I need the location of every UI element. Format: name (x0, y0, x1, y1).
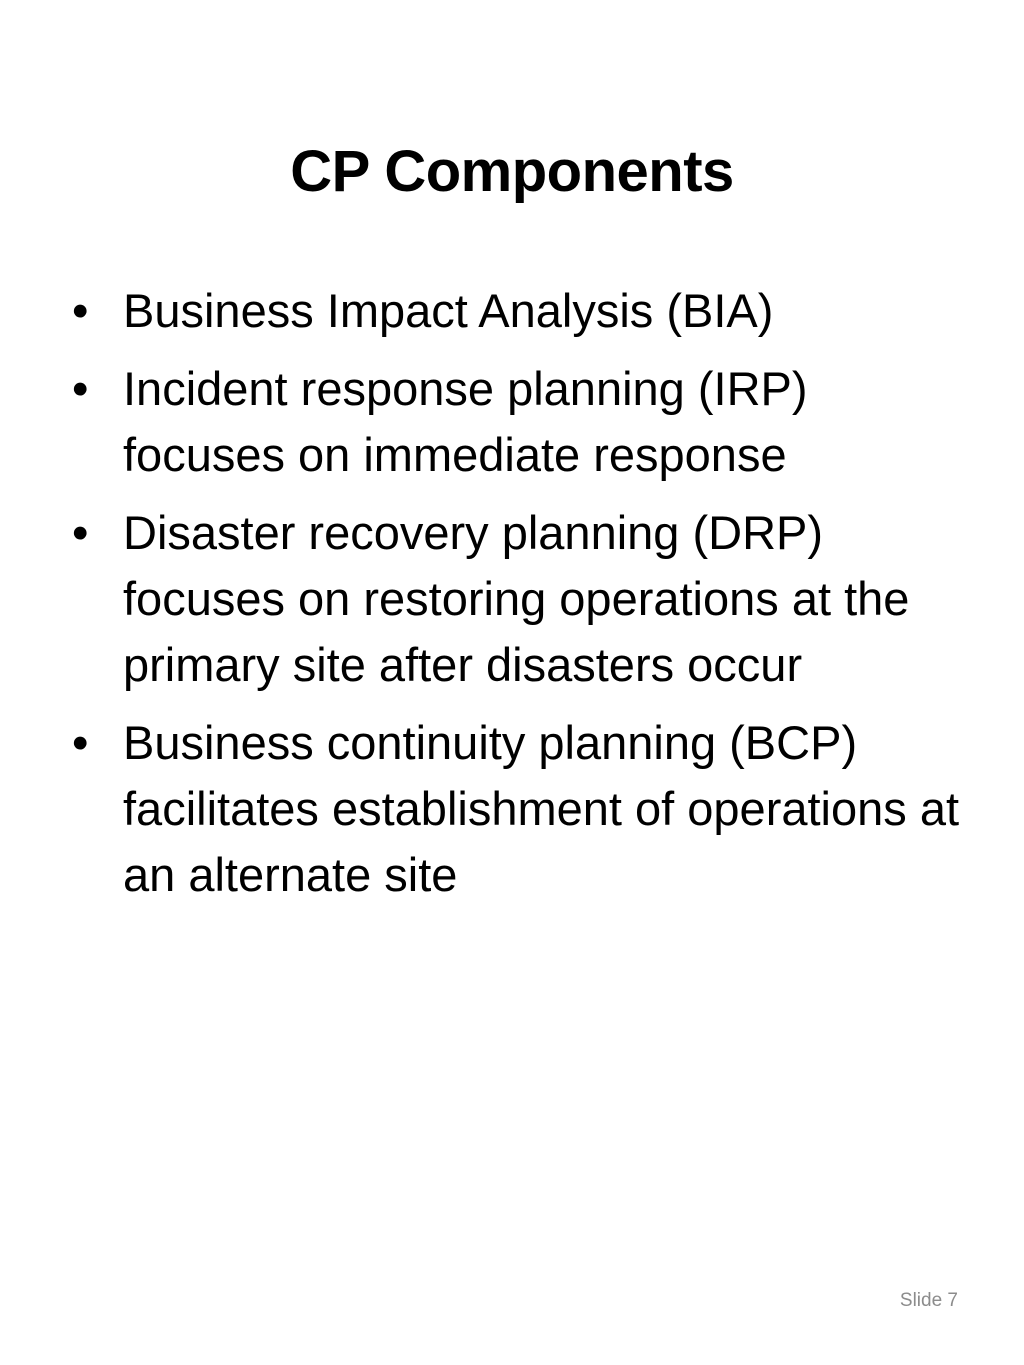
bullet-list (70, 278, 980, 920)
slide-title: CP Components (290, 139, 734, 204)
bullet-item (70, 500, 980, 698)
bullet-item (70, 356, 980, 488)
slide-number: Slide 7 (899, 1290, 958, 1311)
bullet-dot-icon: • (72, 362, 89, 415)
bullet-item (70, 278, 980, 344)
bullet-dot-icon: • (72, 284, 89, 337)
bullet-text: Incident response planning (IRP) focuses on immediate response (123, 362, 808, 481)
bullet-item (70, 710, 980, 908)
bullet-text: Business continuity planning (BCP) facilitates establishment of operations at an alternate site (123, 716, 960, 901)
bullet-text: Disaster recovery planning (DRP) focuses on restoring operations at the primary site after disasters occur (123, 506, 910, 691)
bullet-text: Business Impact Analysis (BIA) (123, 284, 774, 337)
bullet-dot-icon: • (72, 716, 89, 769)
bullet-dot-icon: • (72, 506, 89, 559)
